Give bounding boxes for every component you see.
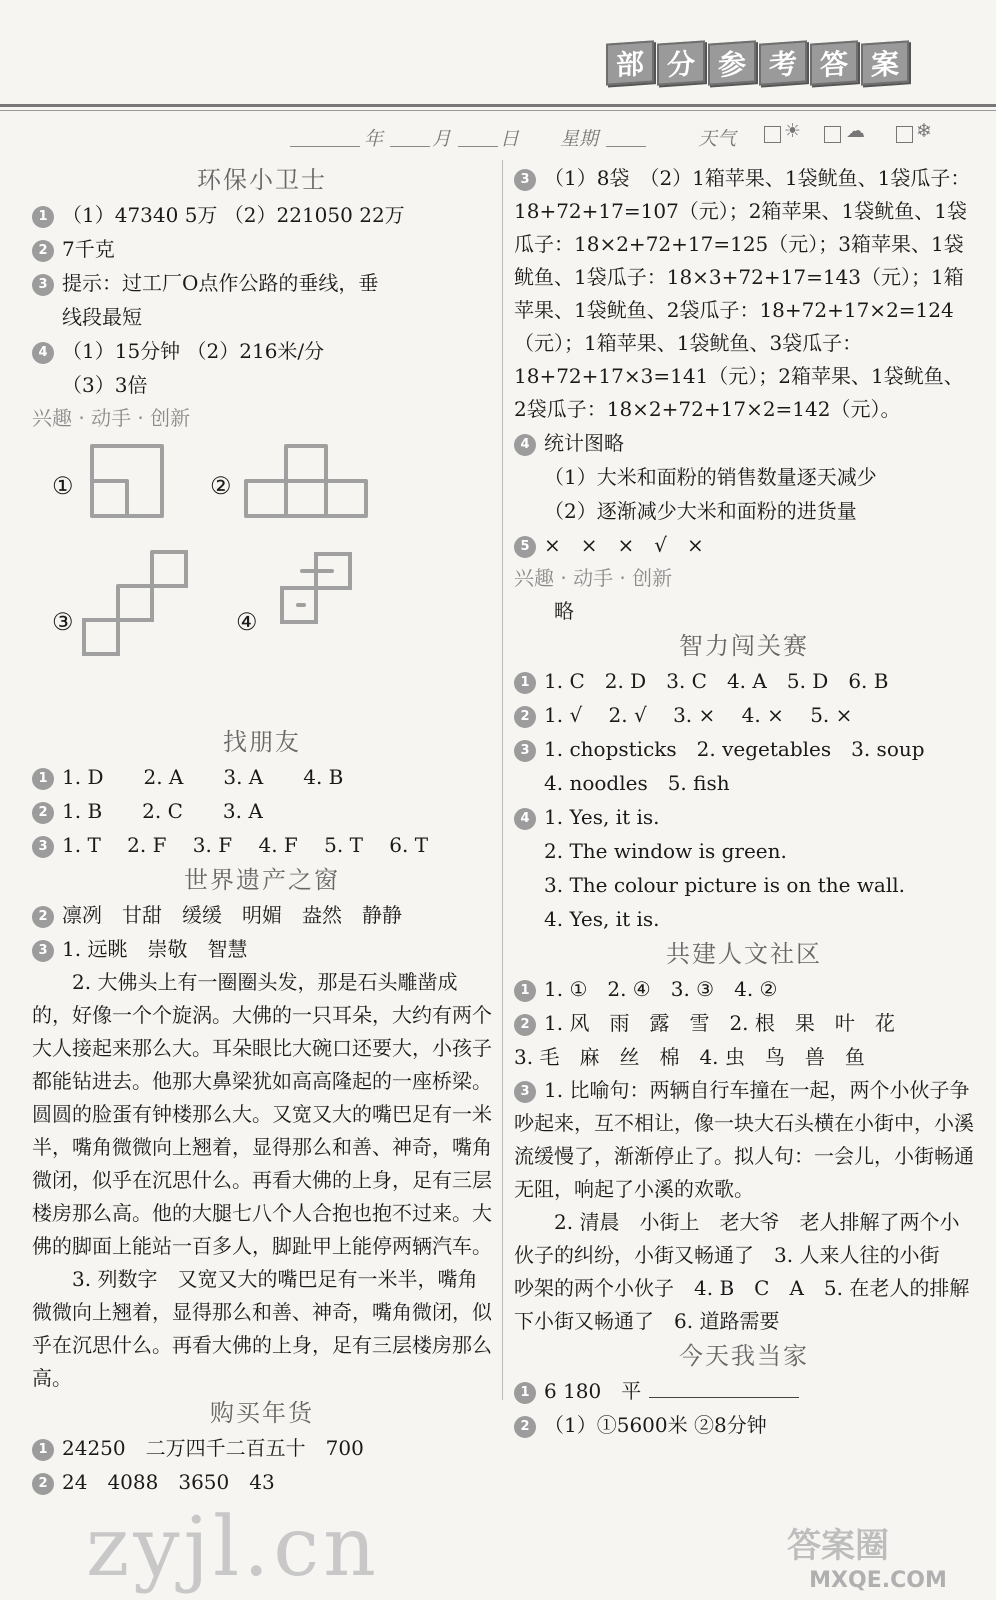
answer-line: 3. The colour picture is on the wall. <box>544 873 906 897</box>
item-number-badge: 1 <box>32 768 54 790</box>
watermark: zyjl.cn <box>86 1500 380 1595</box>
answer-line: （3）3倍 <box>62 373 148 397</box>
answer-line <box>32 334 492 368</box>
answer-text: 1. C 2. D 3. C 4. A 5. D 6. B <box>544 669 889 693</box>
column-divider <box>502 160 503 1400</box>
subsection-title: 兴趣 · 动手 · 创新 <box>514 566 673 590</box>
answer-text: 1. ① 2. ④ 3. ③ 4. ② <box>544 977 778 1001</box>
answer-line <box>514 732 974 766</box>
answer-line <box>32 198 492 232</box>
weather-label: 天气 <box>698 128 737 150</box>
item-number-badge: 3 <box>514 740 536 762</box>
answer-text: 1. 风 雨 露 雪 2. 根 果 叶 花 <box>544 1011 895 1035</box>
answer-line <box>32 794 492 828</box>
item-number-badge: 1 <box>514 1382 536 1404</box>
answer-text: （1）8袋 （2）1箱苹果、1袋鱿鱼、1袋瓜子：18+72+17=107（元）；2箱苹果、1袋鱿鱼、1袋瓜子：18×2+72+17=125（元）；3箱苹果、1袋鱿鱼、1袋瓜子：18×3+72+17=143（元）；1箱苹果、1袋鱿鱼、2袋瓜子：18+72+17×2=124（元）；1箱苹果、1袋鱿鱼、3袋瓜子：18+72+17×3=141（元）；2箱苹果、1袋鱿鱼、2袋瓜子：18×2+72+17×2=142（元）。 <box>514 166 971 421</box>
answer-line <box>32 1465 492 1499</box>
answer-line: 4. Yes, it is. <box>544 907 660 931</box>
item-number-badge: 3 <box>32 836 54 858</box>
answer-banner <box>606 42 909 84</box>
answer-text: （1）①5600米 ②8分钟 <box>544 1413 767 1437</box>
item-number-badge: 4 <box>32 342 54 364</box>
answer-line <box>32 932 492 966</box>
answer-text: 统计图略 <box>544 431 624 455</box>
answer-text: 6 180 平 <box>544 1379 642 1403</box>
day-label: 日 <box>500 128 520 150</box>
figure-label: ③ <box>52 608 74 636</box>
answer-text: 1. chopsticks 2. vegetables 3. soup <box>544 737 925 761</box>
corner-logo <box>728 1505 978 1595</box>
section-title: 环保小卫士 <box>197 166 327 194</box>
matchstick-diagram <box>32 434 492 724</box>
item-number-badge: 5 <box>514 536 536 558</box>
header-rule <box>0 104 996 107</box>
answer-text: 7千克 <box>62 237 115 261</box>
answer-text: 1. D 2. A 3. A 4. B <box>62 765 344 789</box>
year-label: 年 <box>364 128 384 150</box>
item-number-badge: 4 <box>514 808 536 830</box>
figure-label: ② <box>210 472 232 500</box>
figure-label: ④ <box>236 608 258 636</box>
week-label: 星期 <box>560 128 599 150</box>
answer-text: 1. T 2. F 3. F 4. F 5. T 6. T <box>62 833 429 857</box>
answer-line <box>514 698 974 732</box>
item-number-badge: 2 <box>514 1416 536 1438</box>
weather-checkbox-cloudy[interactable] <box>824 126 841 143</box>
date-line <box>290 120 980 154</box>
answer-line: 线段最短 <box>62 305 142 329</box>
answer-line <box>514 1408 974 1442</box>
answer-line <box>514 528 974 562</box>
section-title: 购买年货 <box>210 1399 314 1427</box>
answer-text: × × × √ × <box>544 533 704 557</box>
answer-text: 1. √ 2. √ 3. × 4. × 5. × <box>544 703 853 727</box>
answer-line <box>32 232 492 266</box>
day-blank <box>458 146 498 147</box>
answer-text: 提示：过工厂O点作公路的垂线，垂 <box>62 271 379 295</box>
item-number-badge: 2 <box>32 240 54 262</box>
item-number-badge: 2 <box>514 706 536 728</box>
banner-char: 考 <box>759 40 807 85</box>
subsection-title: 兴趣 · 动手 · 创新 <box>32 406 191 430</box>
item-number-badge: 2 <box>32 1473 54 1495</box>
answer-text: 24250 二万四千二百五十 700 <box>62 1436 364 1460</box>
year-blank <box>290 146 360 147</box>
corner-logo-site: MXQE.COM <box>809 1568 947 1593</box>
answer-line: 4. noodles 5. fish <box>544 771 730 795</box>
answer-text: 1. 远眺 崇敬 智慧 <box>62 937 248 961</box>
sun-icon: ☀ <box>784 120 802 142</box>
item-number-badge: 1 <box>514 672 536 694</box>
item-number-badge: 3 <box>514 169 536 191</box>
answer-paragraph: 2. 清晨 小街上 老大爷 老人排解了两个小伙子的纠纷，小街又畅通了 3. 人来人往的小街 吵架的两个小伙子 4. B C A 5. 在老人的排解下小街又畅通了 6. 道路需要 <box>514 1210 970 1333</box>
header-rule-thin <box>0 110 996 111</box>
answer-paragraph <box>514 1074 974 1206</box>
answer-paragraph: 3. 列数字 又宽又大的嘴巴足有一米半，嘴角微微向上翘着，显得那么和善、神奇，嘴角微闭，似乎在沉思什么。再看大佛的上身，足有三层楼房那么高。 <box>32 1267 492 1390</box>
item-number-badge: 2 <box>32 906 54 928</box>
weather-checkbox-sunny[interactable] <box>764 126 781 143</box>
item-number-badge: 1 <box>32 206 54 228</box>
answer-line <box>514 1006 974 1040</box>
weather-checkbox-snowy[interactable] <box>896 126 913 143</box>
banner-char: 部 <box>606 40 654 85</box>
banner-char: 参 <box>708 40 756 85</box>
item-number-badge: 3 <box>32 274 54 296</box>
item-number-badge: 3 <box>514 1081 536 1103</box>
section-title: 共建人文社区 <box>666 940 822 968</box>
item-number-badge: 1 <box>32 1439 54 1461</box>
answer-paragraph: 2. 大佛头上有一圈圈头发，那是石头雕凿成的，好像一个个旋涡。大佛的一只耳朵，大约有两个大人接起来那么大。耳朵眼比大碗口还要大，小孩子都能钻进去。他那大鼻梁犹如高高隆起的一座桥梁。圆圆的脸蛋有钟楼那么大。又宽又大的嘴巴足有一米半，嘴角微微向上翘着，显得那么和善、神奇，嘴角微闭，似乎在沉思什么。再看大佛的上身，足有三层楼房那么高。他的大腿七八个人合抱也抱不过来。大佛的脚面上能站一百多人，脚趾甲上能停两辆汽车。 <box>32 970 492 1258</box>
answer-line: 2. The window is green. <box>544 839 787 863</box>
answer-line <box>32 898 492 932</box>
answer-line: （1）大米和面粉的销售数量逐天减少 <box>544 465 877 489</box>
figure-label: ① <box>52 472 74 500</box>
answer-paragraph <box>514 162 974 426</box>
answer-line <box>514 664 974 698</box>
banner-char: 答 <box>810 40 858 85</box>
answer-line <box>32 828 492 862</box>
answer-line <box>32 266 492 300</box>
section-title: 找朋友 <box>223 728 301 756</box>
cloud-icon: ☁ <box>846 120 865 142</box>
answer-text: 凛冽 甘甜 缓缓 明媚 盎然 静静 <box>62 903 402 927</box>
week-blank <box>606 146 646 147</box>
item-number-badge: 2 <box>514 1014 536 1036</box>
answer-text: 24 4088 3650 43 <box>62 1470 275 1494</box>
left-column <box>32 162 492 1499</box>
answer-line <box>32 760 492 794</box>
item-number-badge: 4 <box>514 434 536 456</box>
item-number-badge: 3 <box>32 940 54 962</box>
answer-line: 3. 毛 麻 丝 棉 4. 虫 鸟 兽 鱼 <box>514 1045 865 1069</box>
section-title: 世界遗产之窗 <box>184 866 340 894</box>
item-number-badge: 2 <box>32 802 54 824</box>
banner-char: 案 <box>861 40 909 85</box>
answer-text: （1）15分钟 （2）216米/分 <box>62 339 325 363</box>
answer-text: 1. B 2. C 3. A <box>62 799 263 823</box>
answer-text: （1）47340 5万 （2）221050 22万 <box>62 203 405 227</box>
banner-char: 分 <box>657 40 705 85</box>
answer-line <box>514 800 974 834</box>
item-number-badge: 1 <box>514 980 536 1002</box>
answer-line <box>32 1431 492 1465</box>
month-blank <box>390 146 430 147</box>
section-title: 智力闯关赛 <box>679 632 809 660</box>
right-column <box>514 162 974 1442</box>
answer-text: 1. 比喻句：两辆自行车撞在一起，两个小伙子争吵起来，互不相让，像一块大石头横在小街中，小溪流缓慢了，渐渐停止了。拟人句：一会儿，小街畅通无阻，响起了小溪的欢歌。 <box>514 1078 974 1201</box>
answer-line <box>514 972 974 1006</box>
answer-line <box>514 426 974 460</box>
answer-text: 1. Yes, it is. <box>544 805 660 829</box>
answer-line <box>514 1374 974 1408</box>
matchstick-figures <box>32 434 492 724</box>
corner-logo-text: 答案圈 <box>787 1526 889 1566</box>
snow-cloud-icon: ❄ <box>916 120 932 142</box>
answer-line: 略 <box>554 599 574 623</box>
answer-blank <box>649 1397 799 1398</box>
answer-line: （2）逐渐减少大米和面粉的进货量 <box>544 499 857 523</box>
section-title: 今天我当家 <box>679 1342 809 1370</box>
month-label: 月 <box>432 128 452 150</box>
